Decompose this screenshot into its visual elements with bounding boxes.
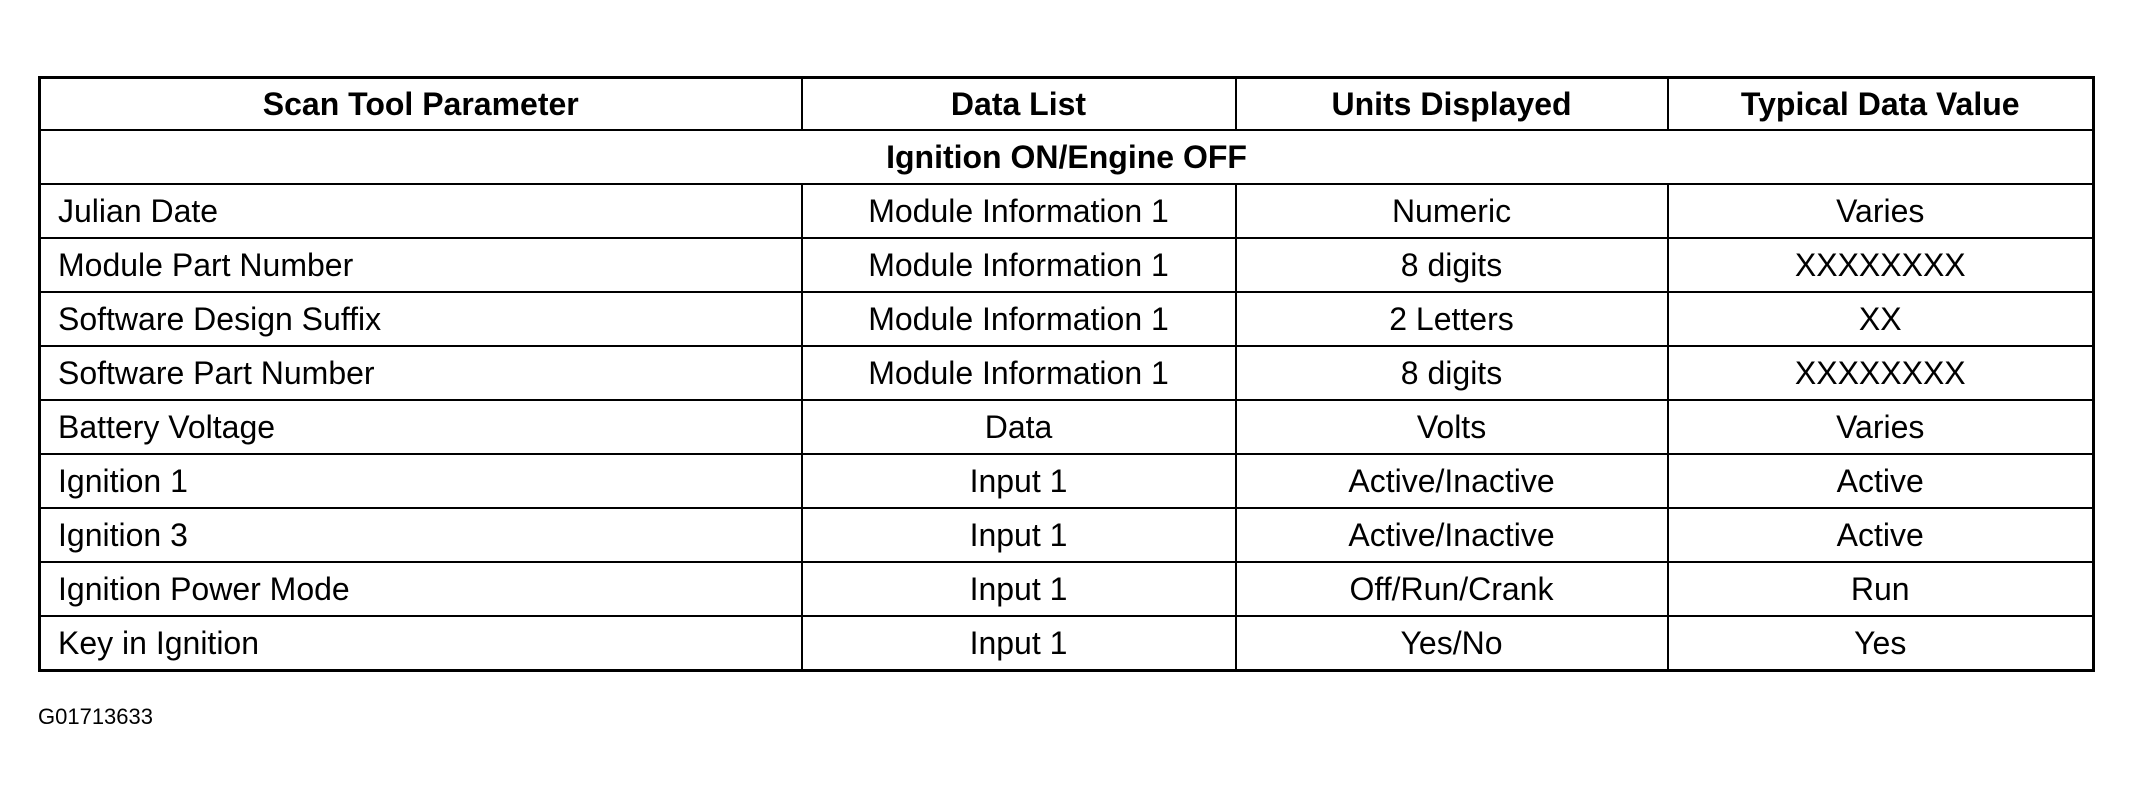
figure-id: G01713633 [38, 704, 153, 729]
header-scan-tool-parameter: Scan Tool Parameter [40, 78, 802, 131]
cell-parameter: Battery Voltage [40, 400, 802, 454]
table-row [40, 454, 2094, 508]
table-row [40, 238, 2094, 292]
table-row [40, 616, 2094, 671]
table-header-row [40, 78, 2094, 131]
cell-parameter: Software Design Suffix [40, 292, 802, 346]
scan-tool-data-table [38, 76, 2095, 672]
cell-parameter: Software Part Number [40, 346, 802, 400]
cell-data-list: Input 1 [802, 508, 1236, 562]
cell-units: 8 digits [1236, 238, 1668, 292]
section-row [40, 130, 2094, 184]
cell-typical-value: Yes [1668, 616, 2094, 671]
table-row [40, 346, 2094, 400]
table-row [40, 400, 2094, 454]
cell-typical-value: Run [1668, 562, 2094, 616]
table-row [40, 508, 2094, 562]
cell-data-list: Module Information 1 [802, 184, 1236, 238]
cell-parameter: Julian Date [40, 184, 802, 238]
cell-data-list: Input 1 [802, 562, 1236, 616]
header-data-list: Data List [802, 78, 1236, 131]
cell-data-list: Input 1 [802, 454, 1236, 508]
cell-data-list: Module Information 1 [802, 238, 1236, 292]
cell-data-list: Data [802, 400, 1236, 454]
cell-parameter: Ignition Power Mode [40, 562, 802, 616]
cell-typical-value: XX [1668, 292, 2094, 346]
cell-data-list: Module Information 1 [802, 292, 1236, 346]
cell-parameter: Key in Ignition [40, 616, 802, 671]
cell-units: Active/Inactive [1236, 454, 1668, 508]
section-title: Ignition ON/Engine OFF [40, 130, 2094, 184]
cell-units: 2 Letters [1236, 292, 1668, 346]
cell-units: Active/Inactive [1236, 508, 1668, 562]
table-row [40, 562, 2094, 616]
cell-parameter: Module Part Number [40, 238, 802, 292]
table-row [40, 292, 2094, 346]
cell-parameter: Ignition 1 [40, 454, 802, 508]
header-units-displayed: Units Displayed [1236, 78, 1668, 131]
cell-units: Off/Run/Crank [1236, 562, 1668, 616]
cell-data-list: Module Information 1 [802, 346, 1236, 400]
cell-parameter: Ignition 3 [40, 508, 802, 562]
cell-data-list: Input 1 [802, 616, 1236, 671]
cell-typical-value: XXXXXXXX [1668, 238, 2094, 292]
cell-units: Volts [1236, 400, 1668, 454]
cell-typical-value: Varies [1668, 400, 2094, 454]
cell-units: Numeric [1236, 184, 1668, 238]
scan-tool-data-table-container [38, 76, 2092, 672]
cell-units: Yes/No [1236, 616, 1668, 671]
cell-typical-value: Varies [1668, 184, 2094, 238]
header-typical-data-value: Typical Data Value [1668, 78, 2094, 131]
cell-units: 8 digits [1236, 346, 1668, 400]
cell-typical-value: Active [1668, 508, 2094, 562]
cell-typical-value: Active [1668, 454, 2094, 508]
cell-typical-value: XXXXXXXX [1668, 346, 2094, 400]
table-row [40, 184, 2094, 238]
